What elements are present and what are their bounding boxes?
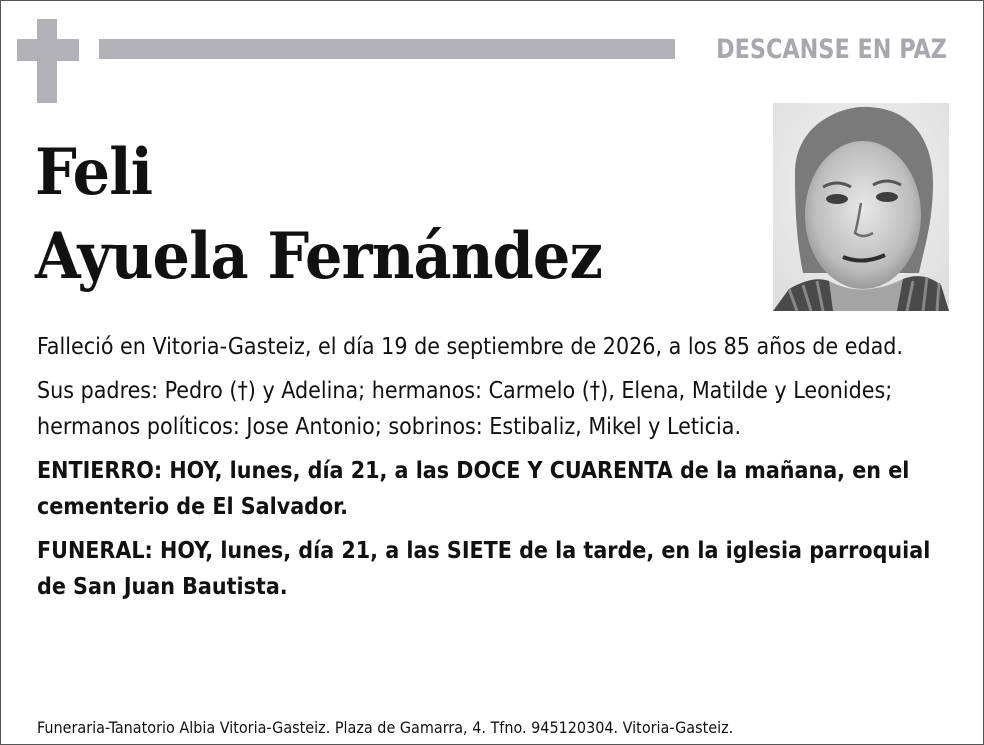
deceased-photo — [773, 103, 949, 311]
deceased-surnames: Ayuela Fernández — [35, 219, 602, 294]
family-paragraph: Sus padres: Pedro (†) y Adelina; hermanos: Carmelo (†), Elena, Matilde y Leonides; hermanos políticos: Jose Antonio; sobrinos: Estibaliz, Mikel y Leticia. — [37, 378, 893, 440]
header-title: DESCANSE EN PAZ — [716, 34, 947, 65]
deceased-first-name: Feli — [35, 135, 153, 210]
burial-paragraph: ENTIERRO: HOY, lunes, día 21, a las DOCE Y CUARENTA de la mañana, en el cementerio de El Salvador. — [37, 458, 910, 520]
deceased-name — [35, 131, 602, 299]
funeral-paragraph: FUNERAL: HOY, lunes, día 21, a las SIETE de la tarde, en la iglesia parroquial de San Juan Bautista. — [37, 538, 931, 600]
obituary-body — [37, 329, 937, 613]
funeral-home-footer: Funeraria-Tanatorio Albia Vitoria-Gasteiz. Plaza de Gamarra, 4. Tfno. 945120304. Vitoria-Gasteiz. — [37, 718, 734, 737]
header-bar — [99, 39, 675, 59]
death-notice-paragraph: Falleció en Vitoria-Gasteiz, el día 19 de septiembre de 2026, a los 85 años de edad. — [37, 334, 904, 360]
cross-icon — [17, 19, 79, 103]
